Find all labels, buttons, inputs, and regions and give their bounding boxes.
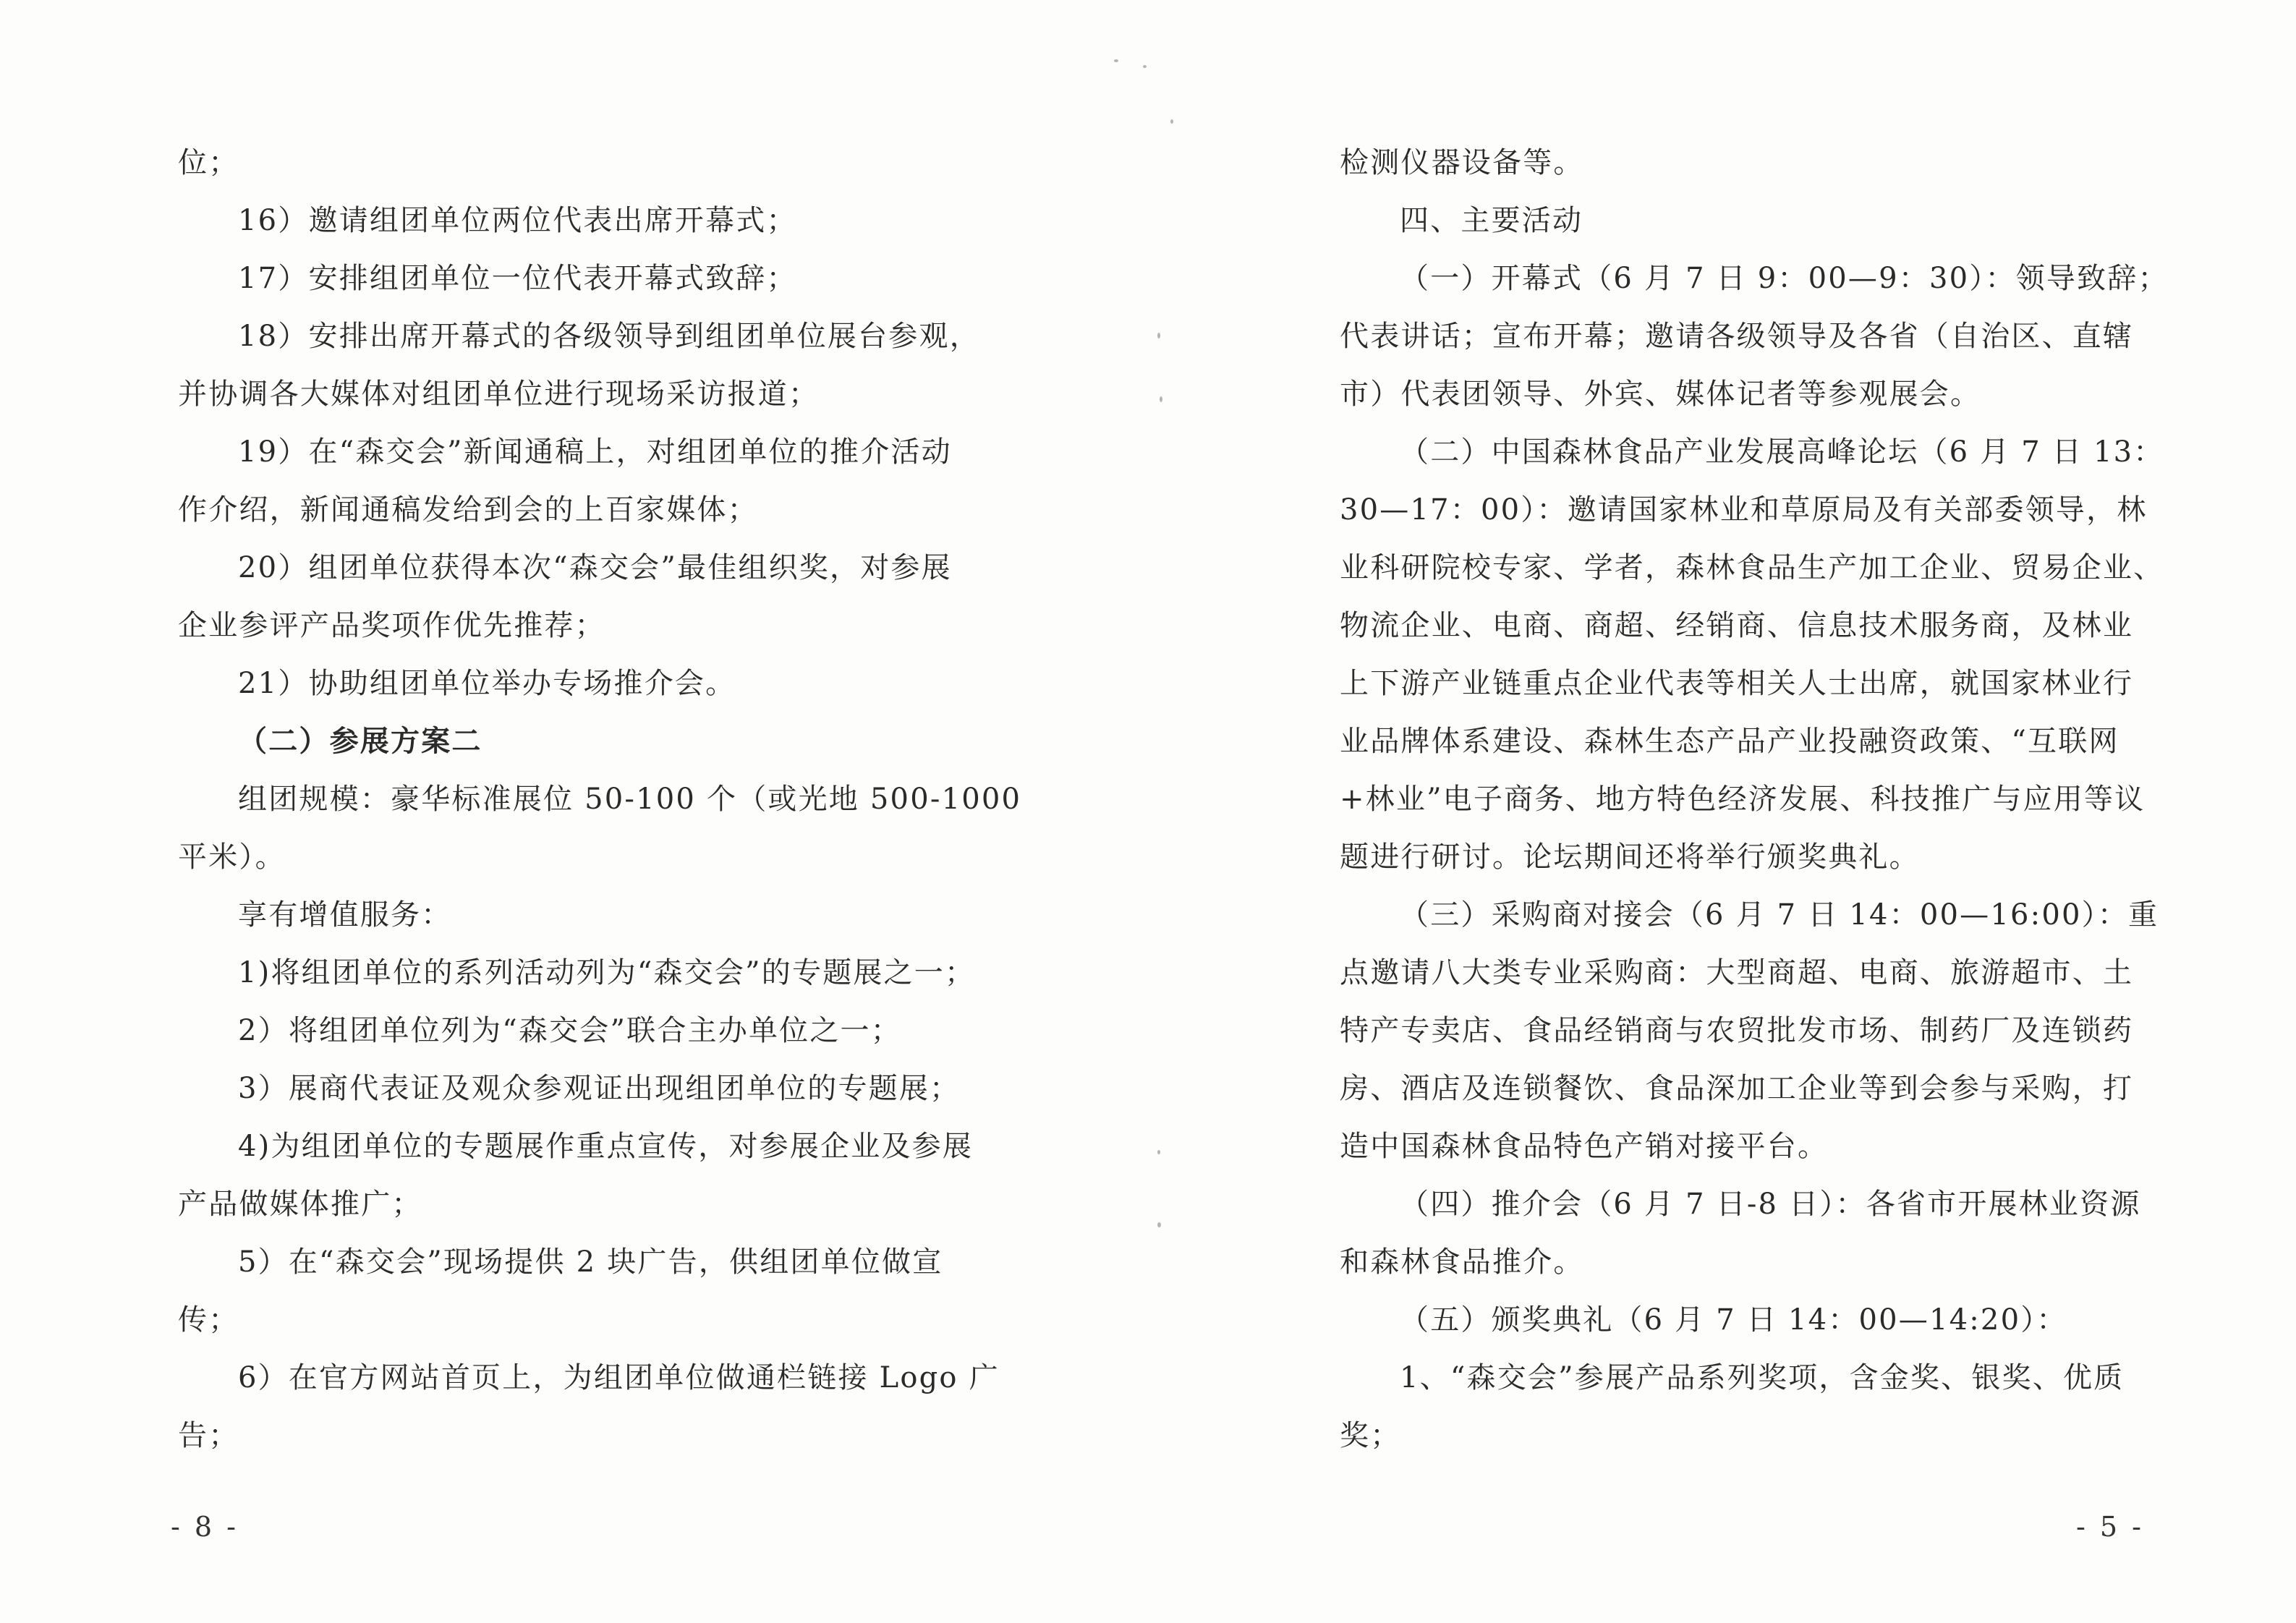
text-line: 点邀请八大类专业采购商：大型商超、电商、旅游超市、土 — [1340, 956, 2134, 989]
text-line: （五）颁奖典礼（6 月 7 日 14：00—14:20）： — [1400, 1303, 2067, 1337]
text-line: 1)将组团单位的系列活动列为“森交会”的专题展之一； — [238, 956, 976, 989]
right-page — [1148, 0, 2296, 1623]
text-line: 20）组团单位获得本次“森交会”最佳组织奖，对参展 — [238, 551, 952, 584]
text-line: 奖； — [1340, 1419, 1401, 1452]
text-line: 业科研院校专家、学者，森林食品生产加工企业、贸易企业、 — [1340, 551, 2164, 584]
text-line: 18）安排出席开幕式的各级领导到组团单位展台参观， — [238, 320, 980, 353]
text-line: （二）中国森林食品产业发展高峰论坛（6 月 7 日 13： — [1400, 435, 2164, 469]
text-line: 30—17：00）：邀请国家林业和草原局及有关部委领导，林 — [1340, 493, 2148, 527]
left-page-body — [178, 134, 1022, 1465]
text-line: 告； — [178, 1419, 239, 1452]
scan-speck — [1114, 59, 1118, 62]
text-line: 5）在“森交会”现场提供 2 块广告，供组团单位做宣 — [238, 1245, 943, 1279]
section-heading: （二）参展方案二 — [238, 724, 482, 758]
text-line: 特产专卖店、食品经销商与农贸批发市场、制药厂及连锁药 — [1340, 1014, 2134, 1047]
page-number: - 8 - — [171, 1511, 239, 1543]
text-line: 造中国森林食品特色产销对接平台。 — [1340, 1130, 1829, 1163]
text-line: 3）展商代表证及观众参观证出现组团单位的专题展； — [238, 1072, 961, 1105]
text-line: 检测仪器设备等。 — [1340, 146, 1584, 179]
text-line: （三）采购商对接会（6 月 7 日 14：00—16:00）：重 — [1400, 898, 2159, 932]
text-line: 并协调各大媒体对组团单位进行现场采访报道； — [178, 378, 820, 411]
text-line: 平米）。 — [178, 840, 286, 874]
text-line: 物流企业、电商、商超、经销商、信息技术服务商，及林业 — [1340, 609, 2134, 642]
page-number: - 5 - — [2076, 1511, 2145, 1543]
text-line: 作介绍，新闻通稿发给到会的上百家媒体； — [178, 493, 758, 527]
text-line: （一）开幕式（6 月 7 日 9：00—9：30）：领导致辞； — [1400, 262, 2169, 295]
text-line: 17）安排组团单位一位代表开幕式致辞； — [238, 262, 797, 295]
section-heading: 四、主要活动 — [1400, 204, 1583, 237]
text-line: +林业”电子商务、地方特色经济发展、科技推广与应用等议 — [1340, 783, 2146, 816]
scan-speck — [1160, 396, 1162, 402]
scan-speck — [1157, 333, 1160, 338]
text-line: 4)为组团单位的专题展作重点宣传，对参展企业及参展 — [238, 1130, 974, 1163]
text-line: 上下游产业链重点企业代表等相关人士出席，就国家林业行 — [1340, 667, 2134, 700]
text-line: 组团规模：豪华标准展位 50-100 个（或光地 500-1000 — [238, 783, 1022, 816]
text-line: 1、“森交会”参展产品系列奖项，含金奖、银奖、优质 — [1400, 1361, 2125, 1394]
text-line: 业品牌体系建设、森林生态产品产业投融资政策、“互联网 — [1340, 725, 2119, 758]
text-line: 企业参评产品奖项作优先推荐； — [178, 609, 605, 642]
text-line: 19）在“森交会”新闻通稿上，对组团单位的推介活动 — [238, 435, 952, 469]
text-line: 6）在官方网站首页上，为组团单位做通栏链接 Logo 广 — [238, 1361, 1000, 1394]
text-line: 享有增值服务： — [238, 898, 452, 932]
text-line: 位； — [178, 146, 239, 179]
text-line: 和森林食品推介。 — [1340, 1245, 1584, 1279]
text-line: 2）将组团单位列为“森交会”联合主办单位之一； — [238, 1014, 901, 1047]
text-line: 代表讲话；宣布开幕；邀请各级领导及各省（自治区、直辖 — [1340, 320, 2134, 353]
text-line: 产品做媒体推广； — [178, 1188, 422, 1221]
text-line: 房、酒店及连锁餐饮、食品深加工企业等到会参与采购，打 — [1340, 1072, 2134, 1105]
scan-speck — [1143, 65, 1147, 68]
scan-speck — [1157, 1222, 1161, 1227]
text-line: 16）邀请组团单位两位代表出席开幕式； — [238, 204, 797, 237]
text-line: （四）推介会（6 月 7 日-8 日）：各省市开展林业资源 — [1400, 1188, 2141, 1221]
text-line: 题进行研讨。论坛期间还将举行颁奖典礼。 — [1340, 840, 1920, 874]
scan-speck — [1157, 1150, 1160, 1154]
text-line: 市）代表团领导、外宾、媒体记者等参观展会。 — [1340, 378, 1981, 411]
right-page-body — [1340, 134, 2169, 1465]
text-line: 传； — [178, 1303, 239, 1337]
scan-speck — [1170, 119, 1173, 124]
text-line: 21）协助组团单位举办专场推介会。 — [238, 667, 736, 700]
